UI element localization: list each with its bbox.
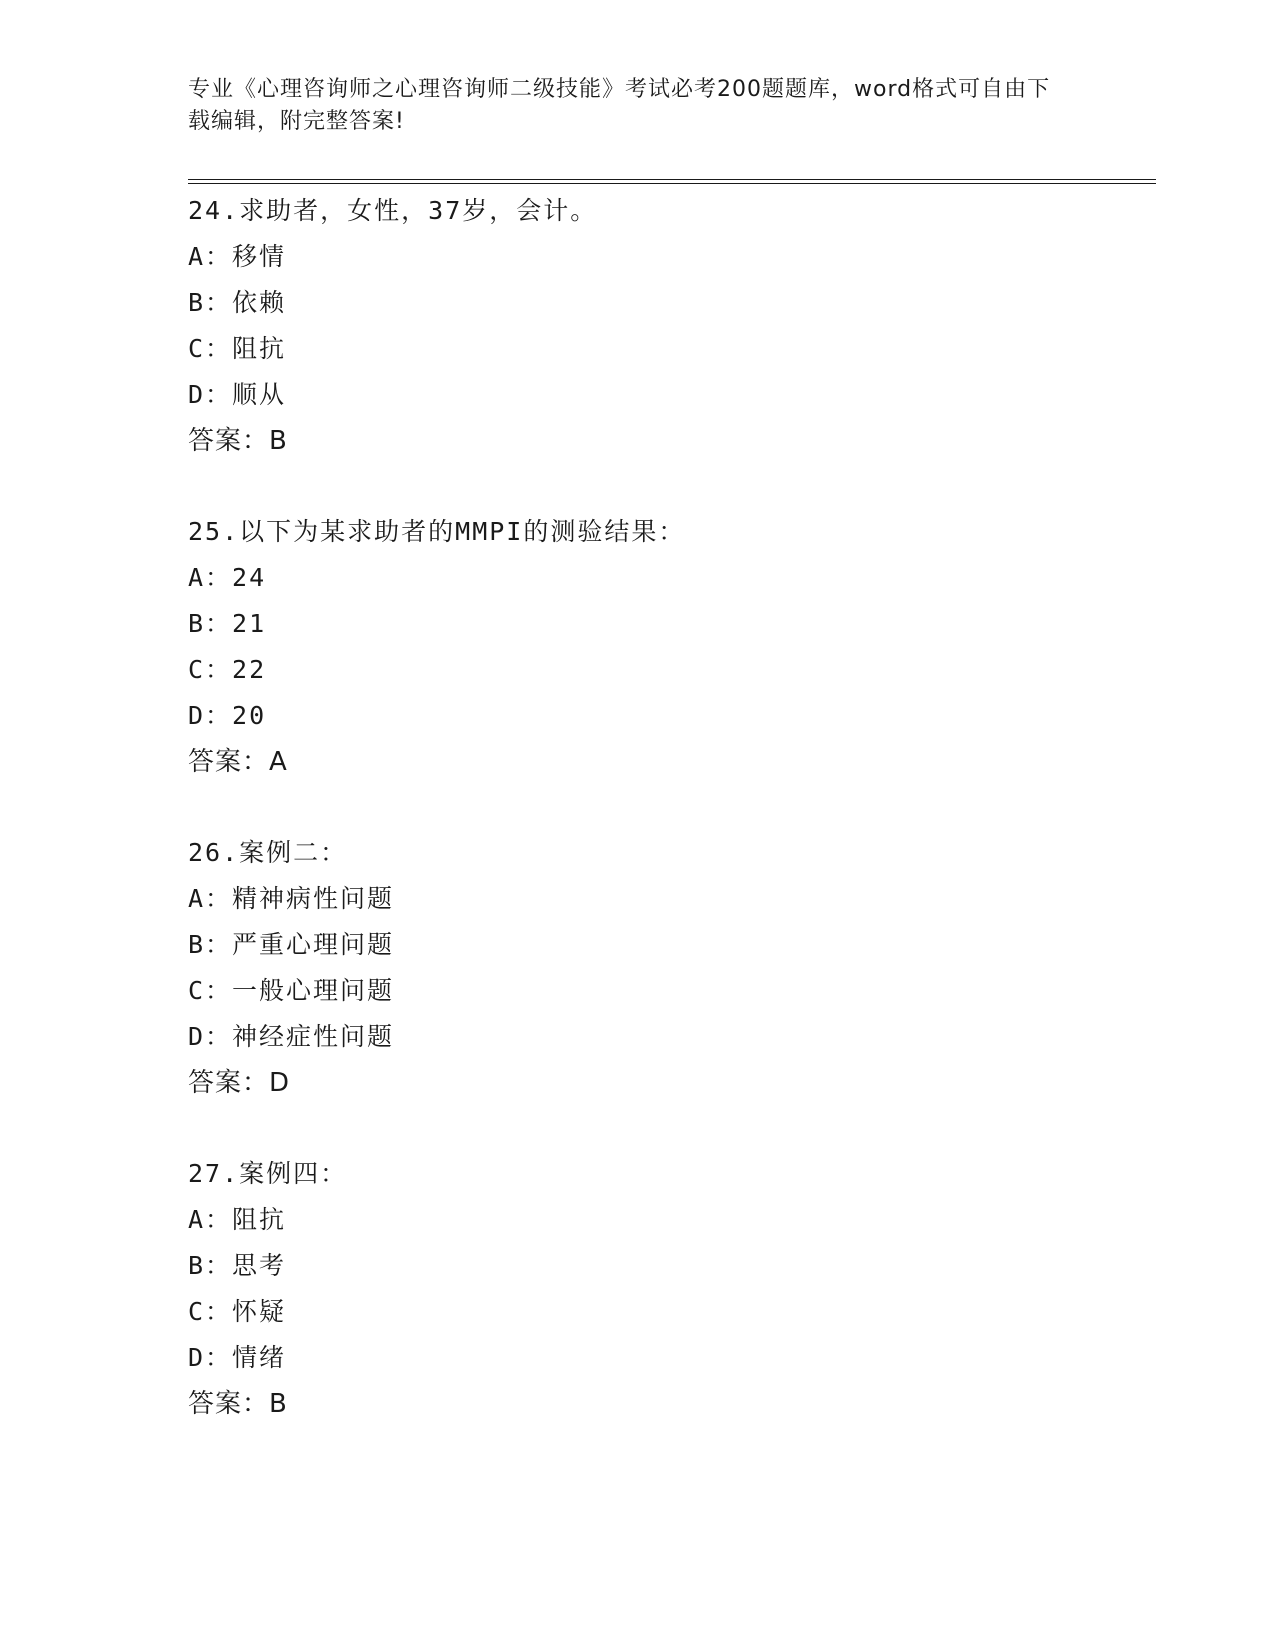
answer-label: 答案：A [188,747,288,777]
option-b: B：思考 [188,1251,287,1280]
question-24 [188,188,1148,464]
option-a: A：精神病性问题 [188,884,395,913]
question-stem: 27.案例四： [188,1159,348,1188]
option-a: A：阻抗 [188,1205,287,1234]
option-d: D：情绪 [188,1343,287,1372]
answer-label: 答案：B [188,426,288,456]
question-25 [188,509,1148,785]
question-stem: 25.以下为某求助者的MMPI的测验结果： [188,517,686,546]
question-27 [188,1151,1148,1427]
option-b: B：严重心理问题 [188,930,395,959]
question-list [188,188,1148,1472]
question-stem: 26.案例二： [188,838,348,867]
option-a: A：24 [188,563,267,592]
answer-label: 答案：D [188,1068,291,1098]
document-header: 专业《心理咨询师之心理咨询师二级技能》考试必考200题题库，word格式可自由下载编辑，附完整答案! [188,77,1051,134]
option-b: B：依赖 [188,288,287,317]
header-divider-top [188,179,1156,180]
option-d: D：神经症性问题 [188,1022,395,1051]
option-d: D：顺从 [188,380,287,409]
option-b: B：21 [188,609,267,638]
option-c: C：阻抗 [188,334,287,363]
answer-label: 答案：B [188,1389,288,1419]
option-c: C：22 [188,655,267,684]
header-divider-bottom [188,183,1156,184]
option-c: C：一般心理问题 [188,976,395,1005]
question-stem: 24.求助者，女性，37岁，会计。 [188,196,598,225]
option-a: A：移情 [188,242,287,271]
option-d: D：20 [188,701,267,730]
option-c: C：怀疑 [188,1297,287,1326]
question-26 [188,830,1148,1106]
